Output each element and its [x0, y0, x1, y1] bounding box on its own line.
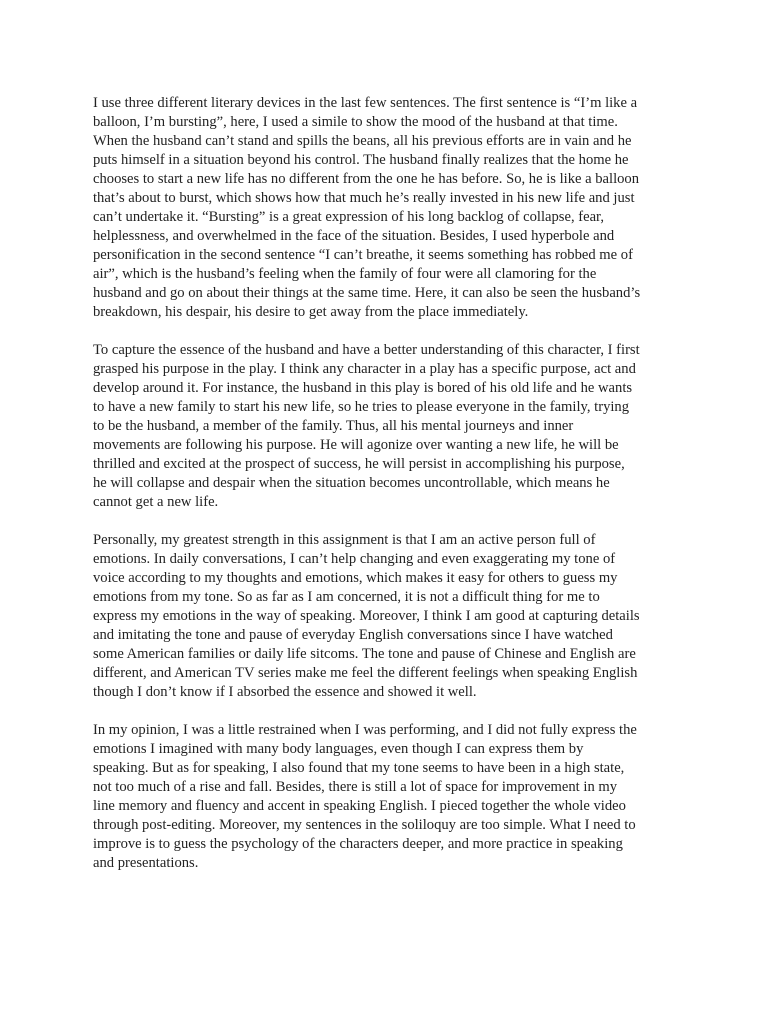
paragraph-improvements: In my opinion, I was a little restrained when I was performing, and I did not fully express the emotions I imagined with many body languages, even though I can express them by speaking. But as for speaking, I also found that my tone seems to have been in a high state, not too much of a rise and fall. Besides, there is still a lot of space for improvement in my line memory and fluency and accent in speaking English. I pieced together the whole video through post-editing. Moreover, my sentences in the soliloquy are too simple. What I need to improve is to guess the psychology of the characters deeper, and more practice in speaking and presentations. — [93, 722, 637, 871]
paragraph-character-essence: To capture the essence of the husband and have a better understanding of this character, I first grasped his purpose in the play. I think any character in a play has a specific purpose, act and develop around it. For instance, the husband in this play is bored of his old life and he wants to have a new family to start his new life, so he tries to please everyone in the family, trying to be the husband, a member of the family. Thus, all his mental journeys and inner movements are following his purpose. He will agonize over wanting a new life, he will be thrilled and excited at the prospect of success, he will persist in accomplishing his purpose, he will collapse and despair when the situation becomes uncontrollable, which means he cannot get a new life. — [93, 342, 640, 510]
paragraph-strengths: Personally, my greatest strength in this assignment is that I am an active person full of emotions. In daily conversations, I can’t help changing and even exaggerating my tone of voice according to my thoughts and emotions, which makes it easy for others to guess my emotions from my tone. So as far as I am concerned, it is not a difficult thing for me to express my emotions in the way of speaking. Moreover, I think I am good at capturing details and imitating the tone and pause of everyday English conversations since I have watched some American families or daily life sitcoms. The tone and pause of Chinese and English are different, and American TV series make me feel the different feelings when speaking English though I don’t know if I absorbed the essence and showed it well. — [93, 532, 640, 700]
paragraph-literary-devices: I use three different literary devices in the last few sentences. The first sentence is “I’m like a balloon, I’m bursting”, here, I used a simile to show the mood of the husband at that time. When the husband can’t stand and spills the beans, all his previous efforts are in vain and he puts himself in a situation beyond his control. The husband finally realizes that the home he chooses to start a new life has no different from the one he has before. So, he is like a balloon that’s about to burst, which shows how that much he’s really invested in his new life and just can’t undertake it. “Bursting” is a great expression of his long backlog of collapse, fear, helplessness, and overwhelmed in the face of the situation. Besides, I used hyperbole and personification in the second sentence “I can’t breathe, it seems something has robbed me of air”, which is the husband’s feeling when the family of four were all clamoring for the husband and go on about their things at the same time. Here, it can also be seen the husband’s breakdown, his despair, his desire to get away from the place immediately. — [93, 95, 641, 320]
document-page — [93, 94, 679, 892]
